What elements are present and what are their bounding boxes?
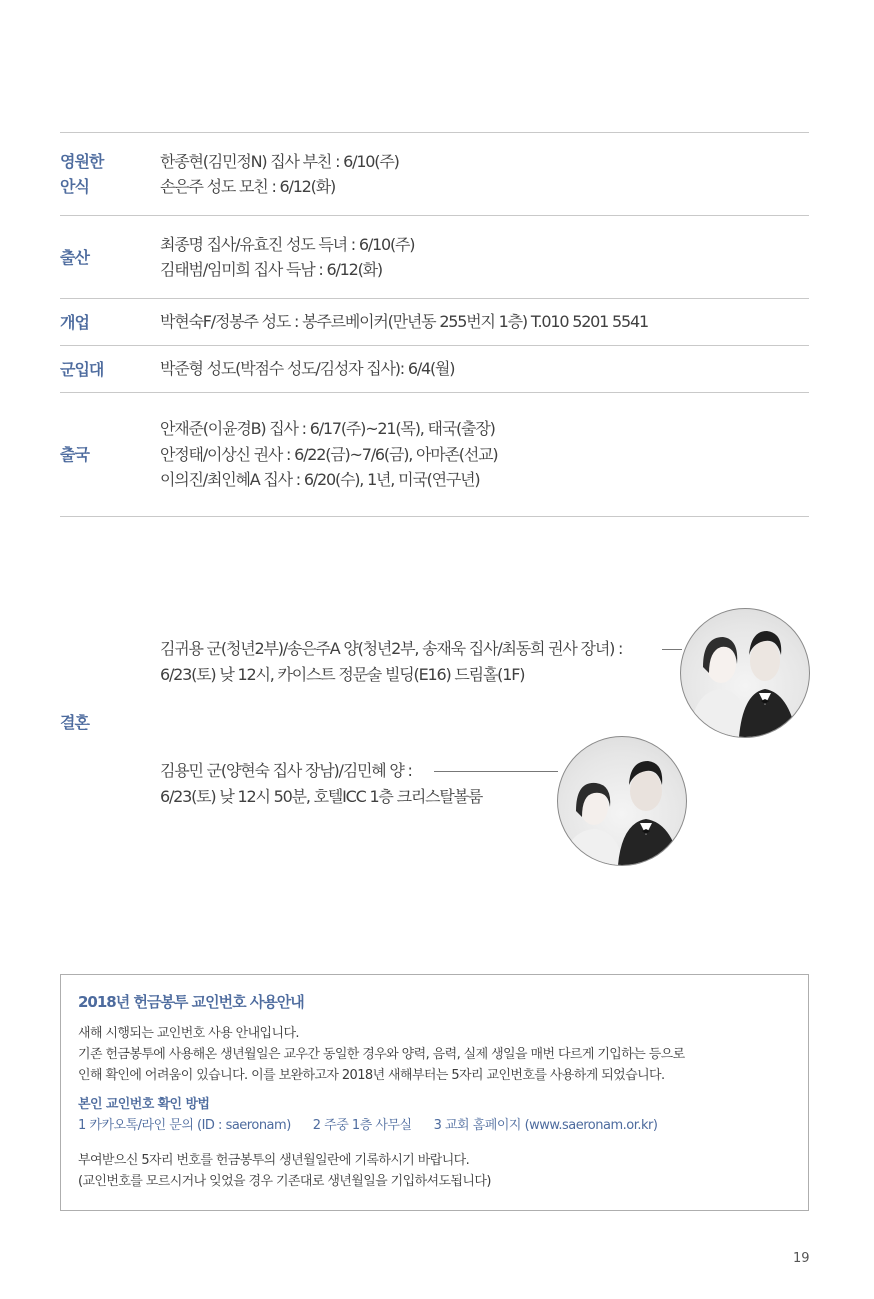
news-row-departure (60, 392, 809, 517)
news-line: 한종현(김민정N) 집사 부친 : 6/10(주) (160, 151, 399, 171)
method-list (78, 1115, 791, 1136)
wedding-line: 6/23(토) 낮 12시 50분, 호텔ICC 1층 크리스탈볼룸 (160, 787, 483, 806)
news-line: 김태범/임미희 집사 득남 : 6/12(화) (160, 260, 382, 279)
news-row-birth (60, 215, 809, 298)
couple-photo-2 (557, 736, 687, 866)
news-category: 군입대 (60, 359, 104, 379)
news-category: 개업 (60, 312, 89, 332)
method-office: 2 주중 1층 사무실 (312, 1118, 412, 1133)
leader-line (662, 649, 682, 650)
method-kakao-line: 1 카카오톡/라인 문의 (ID : saeronam) (78, 1118, 291, 1133)
wedding-line: 6/23(토) 낮 12시, 카이스트 정문술 빌딩(E16) 드림홀(1F) (160, 665, 525, 684)
news-row-condolence (60, 132, 809, 215)
news-line: 안정태/이상신 권사 : 6/22(금)~7/6(금), 아마존(선교) (160, 444, 498, 464)
news-row-enlistment (60, 345, 809, 392)
news-line: 이의진/최인혜A 집사 : 6/20(수), 1년, 미국(연구년) (160, 470, 480, 490)
news-line: 손은주 성도 모친 : 6/12(화) (160, 177, 335, 196)
news-category: 영원한 안식 (60, 152, 104, 196)
news-row-opening (60, 298, 809, 345)
page-number: 19 (793, 1251, 810, 1266)
method-homepage: 3 교회 홈페이지 (www.saeronam.or.kr) (433, 1118, 658, 1133)
notice-footer-line: (교인번호를 모르시거나 잊었을 경우 기존대로 생년월일을 기입하셔도됩니다) (78, 1174, 491, 1189)
notice-footer-line: 부여받으신 5자리 번호를 헌금봉투의 생년월일란에 기록하시기 바랍니다. (78, 1153, 470, 1168)
news-lines (160, 356, 454, 382)
news-lines (160, 232, 414, 283)
notice-paragraph-line: 새해 시행되는 교인번호 사용 안내입니다. (78, 1026, 299, 1041)
news-lines (160, 416, 497, 493)
offering-notice-box (60, 974, 809, 1211)
wedding-couple-2 (160, 758, 482, 810)
wedding-line: 김귀용 군(청년2부)/송은주A 양(청년2부, 송재욱 집사/최동희 권사 장녀) : (160, 639, 623, 658)
leader-line (434, 771, 558, 772)
news-line: 박현숙F/정봉주 성도 : 봉주르베이커(만년동 255번지 1층) T.010 5201 5541 (160, 312, 648, 332)
notice-title: 2018년 헌금봉투 교인번호 사용안내 (78, 993, 304, 1011)
notice-paragraph-line: 기존 헌금봉투에 사용해온 생년월일은 교우간 동일한 경우와 양력, 음력, 실제 생일을 매번 다르게 기입하는 등으로 (78, 1047, 685, 1062)
wedding-category: 결혼 (60, 713, 89, 732)
news-lines (160, 309, 648, 335)
news-line: 최종명 집사/유효진 성도 득녀 : 6/10(주) (160, 234, 415, 254)
notice-paragraph-line: 인해 확인에 어려움이 있습니다. 이를 보완하고자 2018년 새해부터는 5자리 교인번호를 사용하게 되었습니다. (78, 1068, 665, 1083)
news-category: 출산 (60, 247, 89, 267)
news-lines (160, 149, 399, 200)
couple-photo-1 (680, 608, 810, 738)
news-line: 박준형 성도(박점수 성도/김성자 집사): 6/4(월) (160, 359, 455, 379)
wedding-line: 김용민 군(양현숙 집사 장남)/김민혜 양 : (160, 761, 412, 780)
wedding-couple-1 (160, 636, 622, 688)
method-title: 본인 교인번호 확인 방법 (78, 1097, 210, 1112)
family-news-list (60, 132, 809, 517)
news-category: 출국 (60, 445, 89, 464)
news-line: 안재준(이윤경B) 집사 : 6/17(주)~21(목), 태국(출장) (160, 419, 495, 439)
notice-footer (78, 1150, 791, 1192)
